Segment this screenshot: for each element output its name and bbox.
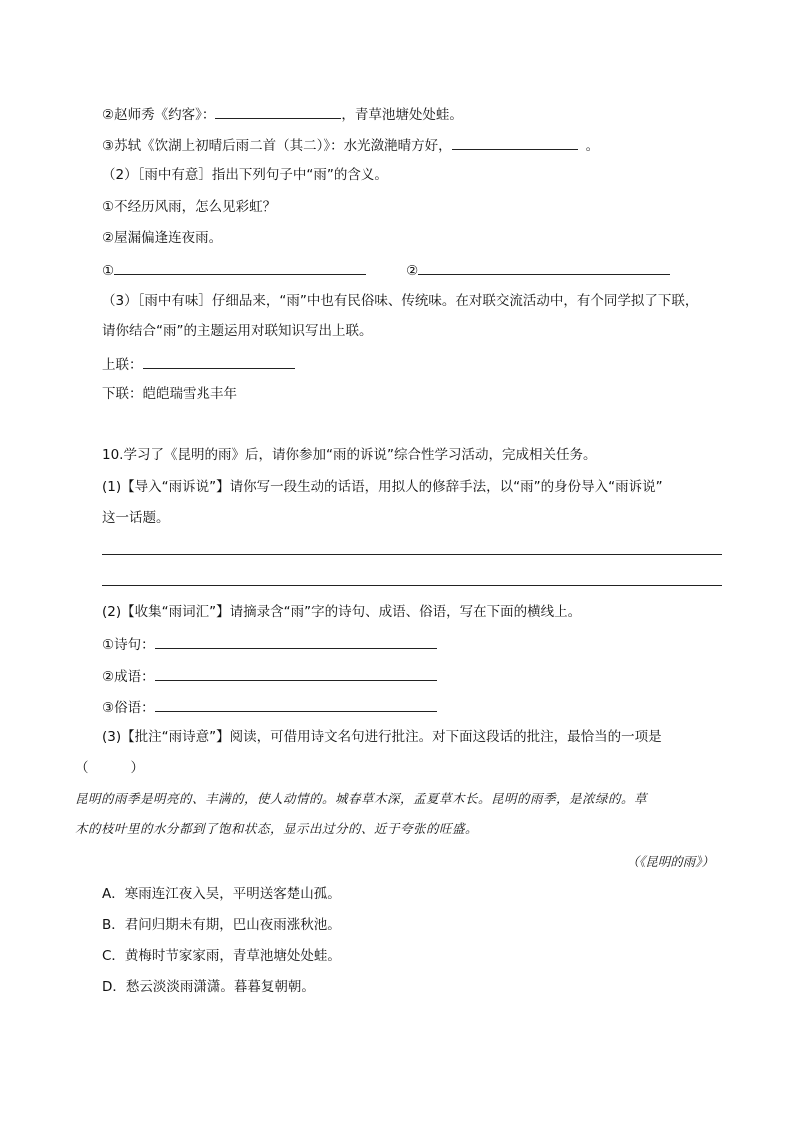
option-b[interactable]: B．君问归期未有期，巴山夜雨涨秋池。 [102, 917, 341, 933]
su-label: ③苏轼《饮湖上初晴后雨二首（其二）》：水光潋滟晴方好， [102, 138, 452, 154]
zhao-shixiu-item [102, 104, 463, 124]
question-3-line-2: 请你结合“雨”的主题运用对联知识写出上联。 [102, 323, 373, 339]
answer-2-marker: ② [406, 263, 419, 279]
answer-1-marker: ① [102, 263, 115, 279]
question-3-line-1: （3）［雨中有味］仔细品来，“雨”中也有民俗味、传统味。在对联交流活动中，有个同学拟了下联， [102, 293, 699, 309]
su-answer-blank[interactable] [452, 135, 578, 150]
passage-line-1: 昆明的雨季是明亮的、丰满的，使人动情的。城春草木深，孟夏草木长。昆明的雨季，是浓绿的。草 [75, 791, 648, 806]
paren-open: （ [75, 760, 89, 776]
passage-source: （《昆明的雨》） [626, 854, 714, 869]
question-2-prompt: （2）［雨中有意］指出下列句子中“雨”的含义。 [102, 167, 388, 183]
saying-blank[interactable] [155, 697, 437, 712]
saying-line [102, 697, 437, 717]
q10-part-1-line-2: 这一话题。 [102, 510, 170, 526]
zhao-label: ②赵师秀《约客》： [102, 107, 216, 123]
kunming-rain-passage [75, 784, 721, 844]
option-a[interactable]: A．寒雨连江夜入吴，平明送客楚山孤。 [102, 886, 341, 902]
lower-couplet: 下联：皑皑瑞雪兆丰年 [102, 386, 237, 402]
option-d[interactable]: D．愁云淡淡雨潇潇。暮暮复朝朝。 [102, 979, 315, 995]
idiom-blank[interactable] [155, 666, 437, 681]
poem-label: ①诗句： [102, 637, 155, 653]
paren-close: ） [130, 760, 144, 776]
zhao-suffix: ，青草池塘处处蛙。 [341, 107, 463, 123]
writing-line-1[interactable] [102, 554, 722, 555]
passage-line-2: 木的枝叶里的水分都到了饱和状态，显示出过分的、近于夸张的旺盛。 [75, 821, 479, 836]
answer-2-blank[interactable] [418, 260, 670, 275]
q10-part-1-line-1: (1)【导入“雨诉说”】请你写一段生动的话语，用拟人的修辞手法，以“雨”的身份导入“雨诉说” [102, 479, 663, 495]
saying-label: ③俗语： [102, 700, 155, 716]
question-10-intro: 10.学习了《昆明的雨》后，请你参加“雨的诉说”综合性学习活动，完成相关任务。 [102, 447, 597, 463]
q10-part-3-prompt: (3)【批注“雨诗意”】阅读，可借用诗文名句进行批注。对下面这段话的批注，最恰当的一项是 [102, 729, 662, 745]
poem-blank[interactable] [155, 634, 437, 649]
idiom-line [102, 666, 437, 686]
question-2-answers [102, 260, 670, 280]
answer-1-blank[interactable] [114, 260, 366, 275]
su-shi-item [102, 135, 599, 155]
answer-parentheses[interactable] [75, 759, 144, 777]
poem-line [102, 634, 437, 654]
question-2-sentence-1: ①不经历风雨，怎么见彩虹？ [102, 199, 277, 215]
idiom-label: ②成语： [102, 669, 155, 685]
upper-couplet-blank[interactable] [143, 354, 295, 369]
q10-part-2-prompt: (2)【收集“雨词汇”】请摘录含“雨”字的诗句、成语、俗语，写在下面的横线上。 [102, 604, 582, 620]
option-c[interactable]: C．黄梅时节家家雨，青草池塘处处蛙。 [102, 948, 341, 964]
upper-couplet [102, 354, 295, 374]
writing-line-2[interactable] [102, 585, 722, 586]
upper-couplet-label: 上联： [102, 357, 143, 373]
zhao-answer-blank[interactable] [215, 104, 341, 119]
question-2-sentence-2: ②屋漏偏逢连夜雨。 [102, 230, 223, 246]
su-suffix: 。 [585, 138, 600, 154]
